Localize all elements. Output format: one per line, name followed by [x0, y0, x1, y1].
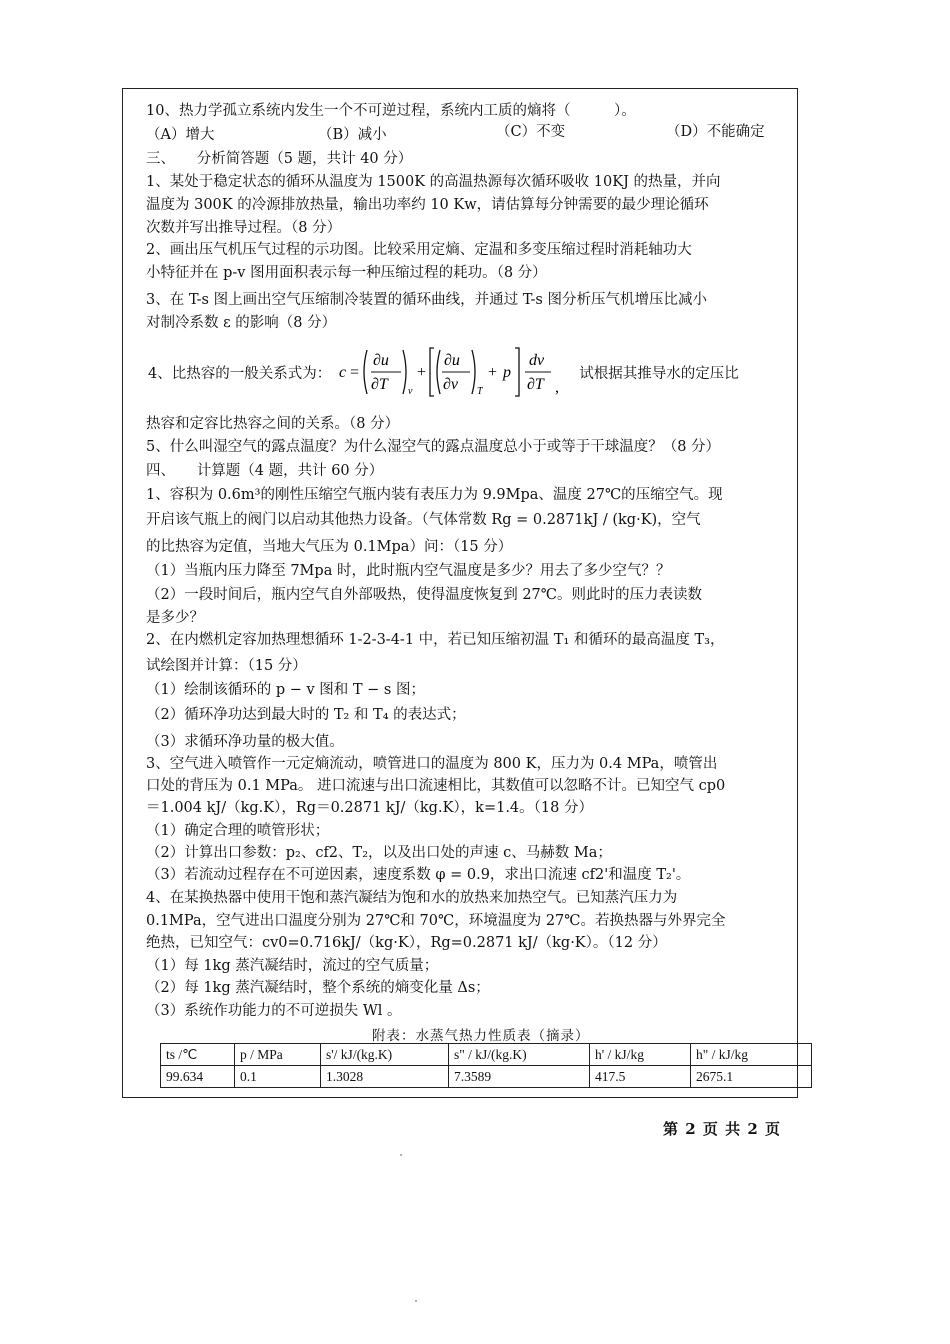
scan-speck: [400, 1154, 402, 1156]
sec4-q1-line3: 的比热容为定值，当地大气压为 0.1Mpa）问：（15 分）: [146, 539, 513, 555]
svg-text:dv: dv: [529, 352, 545, 369]
page-number: 第 2 页 共 2 页: [663, 1120, 781, 1138]
sec4-q3-line3: ＝1.004 kJ/（kg.K），Rg＝0.2871 kJ/（kg.K），k=1.4。（18 分）: [146, 800, 593, 816]
sec4-q4-line1: 4、在某换热器中使用干饱和蒸汽凝结为饱和水的放热来加热空气。已知蒸汽压力为: [146, 890, 678, 906]
sec4-q4-sub2: （2）每 1kg 蒸汽凝结时，整个系统的熵变化量 Δs；: [146, 980, 490, 996]
sec3-q2-line2: 小特征并在 p-v 图用面积表示每一种压缩过程的耗功。（8 分）: [146, 265, 547, 281]
svg-text:+: +: [488, 364, 498, 381]
sec4-q4-sub1: （1）每 1kg 蒸汽凝结时，流过的空气质量；: [146, 958, 439, 974]
specific-heat-formula-line: [148, 340, 739, 404]
table-cell: 0.1: [235, 1066, 321, 1088]
table-header: s'/ kJ/(kg.K): [321, 1044, 449, 1066]
sec4-q1-sub2-cont: 是多少？: [146, 610, 204, 626]
sec4-q3-sub1: （1）确定合理的喷管形状；: [146, 823, 330, 839]
sec3-q3-line2: 对制冷系数 ε 的影响（8 分）: [146, 315, 337, 331]
sec3-q4-end: 热容和定容比热容之间的关系。（8 分）: [146, 416, 400, 432]
sec4-q1-line2: 开启该气瓶上的阀门以启动其他热力设备。（气体常数 Rg = 0.2871kJ / (kg·K)，空气: [146, 512, 701, 528]
sec4-q3-sub2: （2）计算出口参数：p₂、cf2、T₂，以及出口处的声速 c、马赫数 Ma；: [146, 845, 612, 861]
q10-option-a: （A）增大: [146, 127, 215, 143]
svg-text:∂T: ∂T: [527, 376, 545, 393]
sec3-q3-line1: 3、在 T-s 图上画出空气压缩制冷装置的循环曲线，并通过 T-s 图分析压气机增压比减小: [146, 292, 707, 308]
section4-heading: 四、 计算题（4 题，共计 60 分）: [146, 463, 384, 479]
scan-speck: [415, 1300, 417, 1302]
sec3-q5: 5、什么叫湿空气的露点温度？为什么湿空气的露点温度总小于或等于干球温度？（8 分）: [146, 439, 721, 455]
q10-stem: 10、热力学孤立系统内发生一个不可逆过程，系统内工质的熵将（ ）。: [146, 103, 636, 119]
q10-option-c: （C）不变: [496, 124, 566, 140]
table-header: p / MPa: [235, 1044, 321, 1066]
sec4-q2-line2: 试绘图并计算：（15 分）: [146, 658, 307, 674]
table-cell: 7.3589: [449, 1066, 590, 1088]
svg-text:∂u: ∂u: [444, 352, 461, 369]
sec3-q2-line1: 2、画出压气机压气过程的示功图。比较采用定熵、定温和多变压缩过程时消耗轴功大: [146, 242, 692, 258]
sec3-q4-lead: 4、比热容的一般关系式为：: [148, 365, 332, 382]
table-row: [161, 1066, 812, 1088]
sec4-q1-line1: 1、容积为 0.6m³的刚性压缩空气瓶内装有表压力为 9.9Mpa、温度 27℃的压缩空气。现: [146, 487, 723, 503]
q10-option-b: （B）减小: [318, 127, 387, 143]
svg-text:c: c: [339, 364, 347, 381]
sec4-q2-sub2: （2）循环净功达到最大时的 T₂ 和 T₄ 的表达式；: [146, 707, 466, 723]
sec4-q1-sub1: （1）当瓶内压力降至 7Mpa 时，此时瓶内空气温度是多少？用去了多少空气？？: [146, 563, 671, 579]
sec4-q3-line2: 口处的背压为 0.1 MPa。 进口流速与出口流速相比，其数值可以忽略不计。已知空气 cp0: [146, 778, 726, 794]
section3-heading: 三、 分析简答题（5 题，共计 40 分）: [146, 151, 413, 167]
sec4-q4-line3: 绝热，已知空气：cv0=0.716kJ/（kg·K），Rg=0.2871 kJ/（kg·K）。（12 分）: [146, 935, 667, 951]
svg-text:∂u: ∂u: [373, 352, 390, 369]
sec4-q4-line2: 0.1MPa，空气进出口温度分别为 27℃和 70℃，环境温度为 27℃。若换热器与外界完全: [146, 913, 726, 929]
svg-text:p: p: [503, 364, 512, 381]
sec4-q1-sub2: （2）一段时间后，瓶内空气自外部吸热，使得温度恢复到 27℃。则此时的压力表读数: [146, 587, 703, 603]
sec4-q4-sub3: （3）系统作功能力的不可逆损失 Wl 。: [146, 1003, 402, 1019]
table-header-row: [161, 1044, 812, 1066]
appendix-table-title: 附表：水蒸气热力性质表（摘录）: [372, 1028, 590, 1044]
q10-option-d: （D）不能确定: [666, 124, 765, 140]
svg-text:∂T: ∂T: [371, 376, 389, 393]
sec3-q1-line2: 温度为 300K 的冷源排放热量，输出功率约 10 Kw，请估算每分钟需要的最少理论循环: [146, 197, 709, 213]
sec3-q1-line3: 次数并写出推导过程。（8 分）: [146, 220, 342, 236]
svg-text:,: ,: [555, 379, 560, 396]
table-cell: 417.5: [590, 1066, 691, 1088]
sec4-q3-line1: 3、空气进入喷管作一元定熵流动，喷管进口的温度为 800 K，压力为 0.4 MPa，喷管出: [146, 756, 718, 772]
table-cell: 1.3028: [321, 1066, 449, 1088]
table-header: h" / kJ/kg: [691, 1044, 812, 1066]
svg-text:=: =: [350, 364, 360, 381]
specific-heat-equation: [337, 340, 565, 404]
sec4-q2-line1: 2、在内燃机定容加热理想循环 1-2-3-4-1 中，若已知压缩初温 T₁ 和循环的最高温度 T₃，: [146, 632, 725, 648]
steam-property-table: [160, 1043, 812, 1088]
sec4-q2-sub3: （3）求循环净功量的极大值。: [146, 734, 344, 750]
sec3-q4-tail: 试根据其推导水的定压比: [579, 365, 739, 382]
table-header: h' / kJ/kg: [590, 1044, 691, 1066]
table-header: s" / kJ/(kg.K): [449, 1044, 590, 1066]
table-header: ts /℃: [161, 1044, 235, 1066]
table-cell: 99.634: [161, 1066, 235, 1088]
sec3-q1-line1: 1、某处于稳定状态的循环从温度为 1500K 的高温热源每次循环吸收 10KJ 的热量，并向: [146, 174, 721, 190]
sec4-q3-sub3: （3）若流动过程存在不可逆因素，速度系数 φ = 0.9，求出口流速 cf2'和温度 T₂'。: [146, 867, 691, 883]
table-cell: 2675.1: [691, 1066, 812, 1088]
svg-text:v: v: [408, 386, 413, 397]
svg-text:∂v: ∂v: [443, 376, 459, 393]
sec4-q2-sub1: （1）绘制该循环的 p − v 图和 T − s 图；: [146, 682, 425, 698]
svg-text:+: +: [417, 364, 427, 381]
svg-text:T: T: [477, 386, 483, 397]
